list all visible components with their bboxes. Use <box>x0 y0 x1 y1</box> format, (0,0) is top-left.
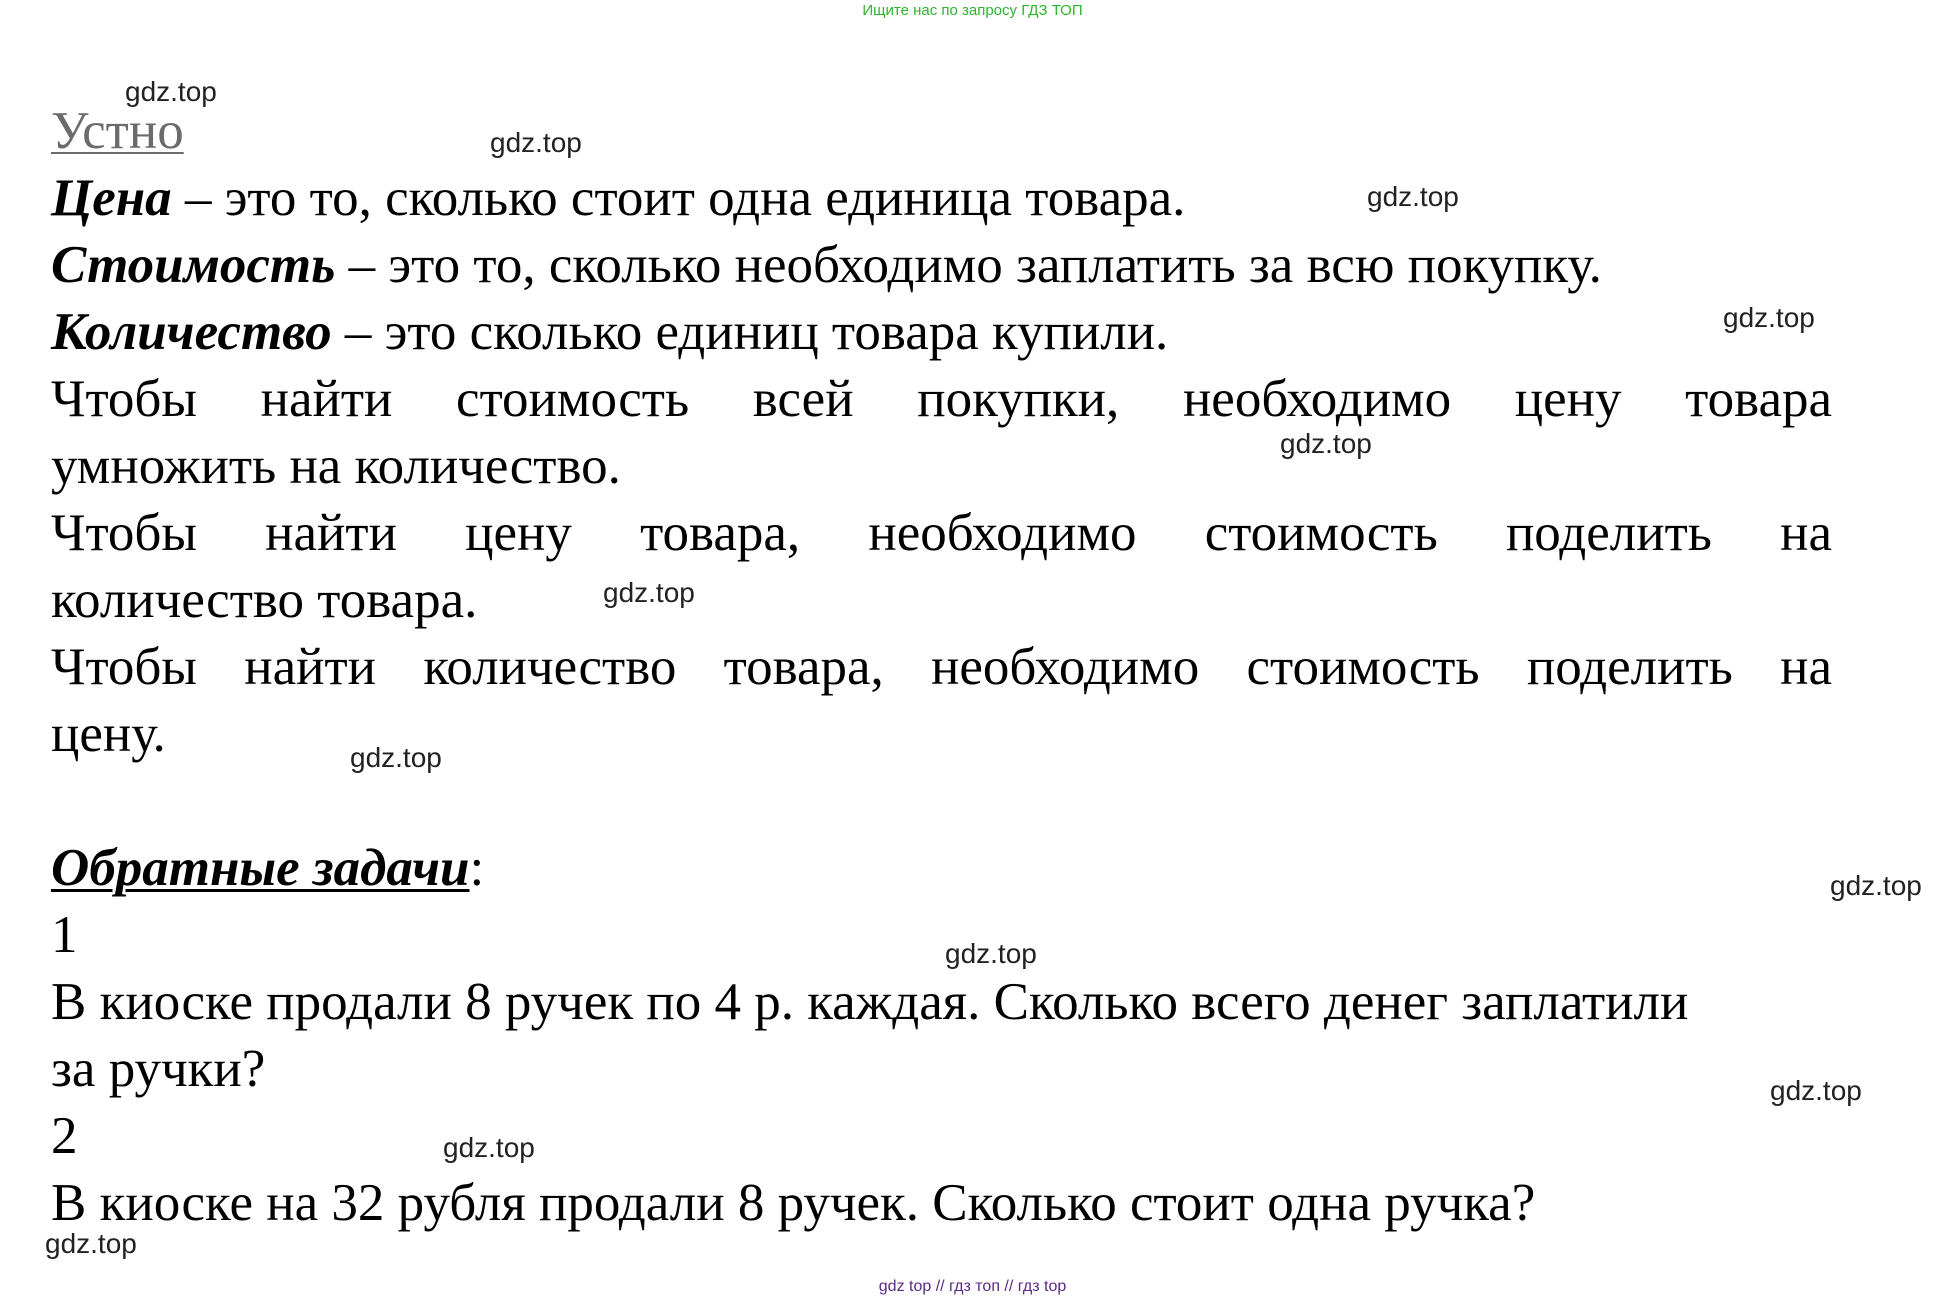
watermark: gdz.top <box>945 938 1037 969</box>
watermark: gdz.top <box>1723 302 1815 333</box>
watermark: gdz.top <box>45 1228 137 1259</box>
watermark: gdz.top <box>490 127 582 158</box>
definition-cost-text: – это то, сколько необходимо заплатить за всю покупку. <box>335 236 1602 294</box>
rule-quantity-line2: цену. <box>51 705 166 763</box>
definition-quantity-text: – это сколько единиц товара купили. <box>331 303 1169 361</box>
definition-quantity <box>51 299 1832 366</box>
inverse-heading-colon: : <box>469 839 485 897</box>
spacer <box>51 768 1832 835</box>
heading-oral: Устно <box>51 102 184 160</box>
watermark: gdz.top <box>1280 428 1372 459</box>
top-banner: Ищите нас по запросу ГДЗ ТОП <box>862 2 1083 19</box>
problem-2-line1: В киоске на 32 рубля продали 8 ручек. Сколько стоит одна ручка? <box>51 1174 1536 1232</box>
term-quantity: Количество <box>51 303 332 361</box>
rule-cost-line2: умножить на количество. <box>51 437 621 495</box>
watermark: gdz.top <box>1770 1075 1862 1106</box>
problem-number-1: 1 <box>51 906 78 964</box>
heading-oral-line <box>51 98 1832 165</box>
watermark: gdz.top <box>350 742 442 773</box>
term-cost: Стоимость <box>51 236 336 294</box>
rule-price-line1: Чтобы найти цену товара, необходимо стоимость поделить на <box>51 504 1832 562</box>
inverse-heading-line <box>51 835 1832 902</box>
problem-number-2: 2 <box>51 1107 78 1165</box>
inverse-heading: Обратные задачи <box>51 839 470 897</box>
watermark: gdz.top <box>125 76 217 107</box>
term-price: Цена <box>51 169 172 227</box>
definition-cost <box>51 232 1832 299</box>
problem-1-line1: В киоске продали 8 ручек по 4 р. каждая. Сколько всего денег заплатили <box>51 973 1689 1031</box>
watermark: gdz.top <box>1830 870 1922 901</box>
definition-price <box>51 165 1832 232</box>
rule-cost-line1: Чтобы найти стоимость всей покупки, необходимо цену товара <box>51 370 1832 428</box>
watermark: gdz.top <box>603 577 695 608</box>
footer: gdz top // гдз топ // гдз top <box>878 1278 1067 1295</box>
watermark: gdz.top <box>443 1132 535 1163</box>
rule-quantity-line1: Чтобы найти количество товара, необходимо стоимость поделить на <box>51 638 1832 696</box>
watermark: gdz.top <box>1367 181 1459 212</box>
definition-price-text: – это то, сколько стоит одна единица товара. <box>171 169 1186 227</box>
rule-price-line2: количество товара. <box>51 571 478 629</box>
problem-1-line2: за ручки? <box>51 1040 266 1098</box>
document-body <box>51 98 1832 1237</box>
